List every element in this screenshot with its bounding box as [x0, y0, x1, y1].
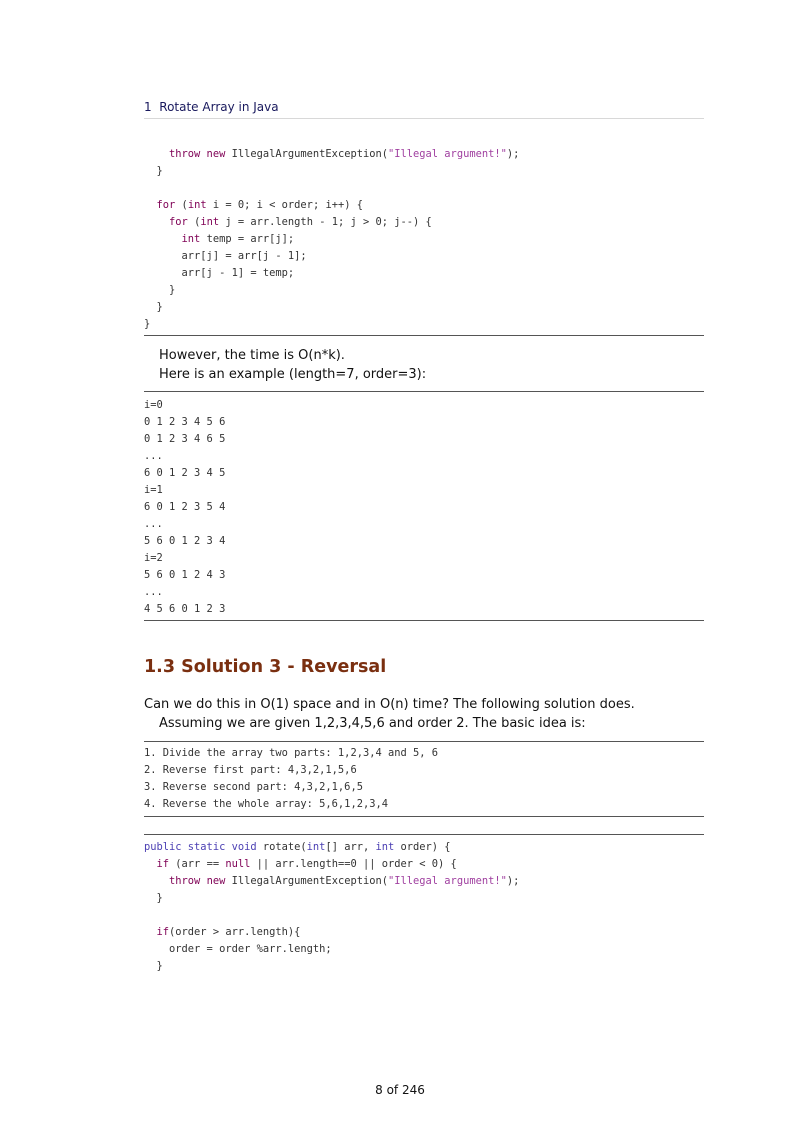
code-line: if (arr == null || arr.length==0 || order < 0) { — [156, 858, 457, 870]
code-line: } — [144, 284, 176, 296]
header-divider — [144, 118, 704, 119]
example-line: 4 5 6 0 1 2 3 — [144, 603, 226, 615]
page-number: 8 of 246 — [375, 1083, 425, 1097]
example-line: ... — [144, 518, 163, 530]
code-block-bottom-top-rule — [144, 834, 704, 835]
code-line: } — [144, 892, 163, 904]
example-line: 6 0 1 2 3 4 5 — [144, 467, 226, 479]
code-line: throw new IllegalArgumentException("Illegal argument!"); — [144, 148, 520, 160]
running-header — [144, 100, 279, 114]
step-item: 3. Reverse second part: 4,3,2,1,6,5 — [144, 781, 363, 793]
complexity-note-line-1: However, the time is O(n*k). — [159, 348, 345, 363]
code-line: throw new IllegalArgumentException("Illegal argument!"); — [169, 875, 520, 887]
step-item: 2. Reverse first part: 4,3,2,1,5,6 — [144, 764, 357, 776]
example-block-bottom-rule — [144, 620, 704, 621]
code-line: for (int i = 0; i < order; i++) { — [156, 199, 363, 211]
example-line: i=2 — [144, 552, 163, 564]
code-text: IllegalArgumentException( — [231, 148, 388, 160]
section-heading: 1.3 Solution 3 - Reversal — [144, 657, 387, 677]
code-line: } — [144, 318, 151, 330]
step-item: 1. Divide the array two parts: 1,2,3,4 and 5, 6 — [144, 747, 439, 759]
code-line: if(order > arr.length){ — [156, 926, 301, 938]
example-line: i=0 — [144, 399, 163, 411]
example-block-top-rule — [144, 391, 704, 392]
step-item: 4. Reverse the whole array: 5,6,1,2,3,4 — [144, 798, 388, 810]
example-line: ... — [144, 450, 163, 462]
code-line: for (int j = arr.length - 1; j > 0; j--) { — [169, 216, 432, 228]
code-line: } — [144, 960, 163, 972]
code-line: } — [144, 301, 163, 313]
section-intro-line-1: Can we do this in O(1) space and in O(n) time? The following solution does. — [144, 697, 635, 712]
code-line: public static void rotate(int[] arr, int order) { — [144, 841, 451, 853]
example-line: 0 1 2 3 4 6 5 — [144, 433, 226, 445]
code-line: arr[j - 1] = temp; — [144, 267, 295, 279]
code-line: order = order %arr.length; — [144, 943, 332, 955]
header-chapter-title: Rotate Array in Java — [159, 100, 279, 114]
code-line: arr[j] = arr[j - 1]; — [144, 250, 307, 262]
code-line: } — [144, 165, 163, 177]
steps-block-top-rule — [144, 741, 704, 742]
header-chapter-number: 1 — [144, 100, 152, 114]
example-line: ... — [144, 586, 163, 598]
complexity-note-line-2: Here is an example (length=7, order=3): — [159, 367, 427, 382]
steps-block-bottom-rule — [144, 816, 704, 817]
code-block-bottom-rule — [144, 335, 704, 336]
example-line: 0 1 2 3 4 5 6 — [144, 416, 226, 428]
section-intro-line-2: Assuming we are given 1,2,3,4,5,6 and order 2. The basic idea is: — [159, 716, 586, 731]
example-line: 5 6 0 1 2 3 4 — [144, 535, 226, 547]
code-line: int temp = arr[j]; — [181, 233, 295, 245]
example-line: i=1 — [144, 484, 163, 496]
example-line: 5 6 0 1 2 4 3 — [144, 569, 226, 581]
example-line: 6 0 1 2 3 5 4 — [144, 501, 226, 513]
